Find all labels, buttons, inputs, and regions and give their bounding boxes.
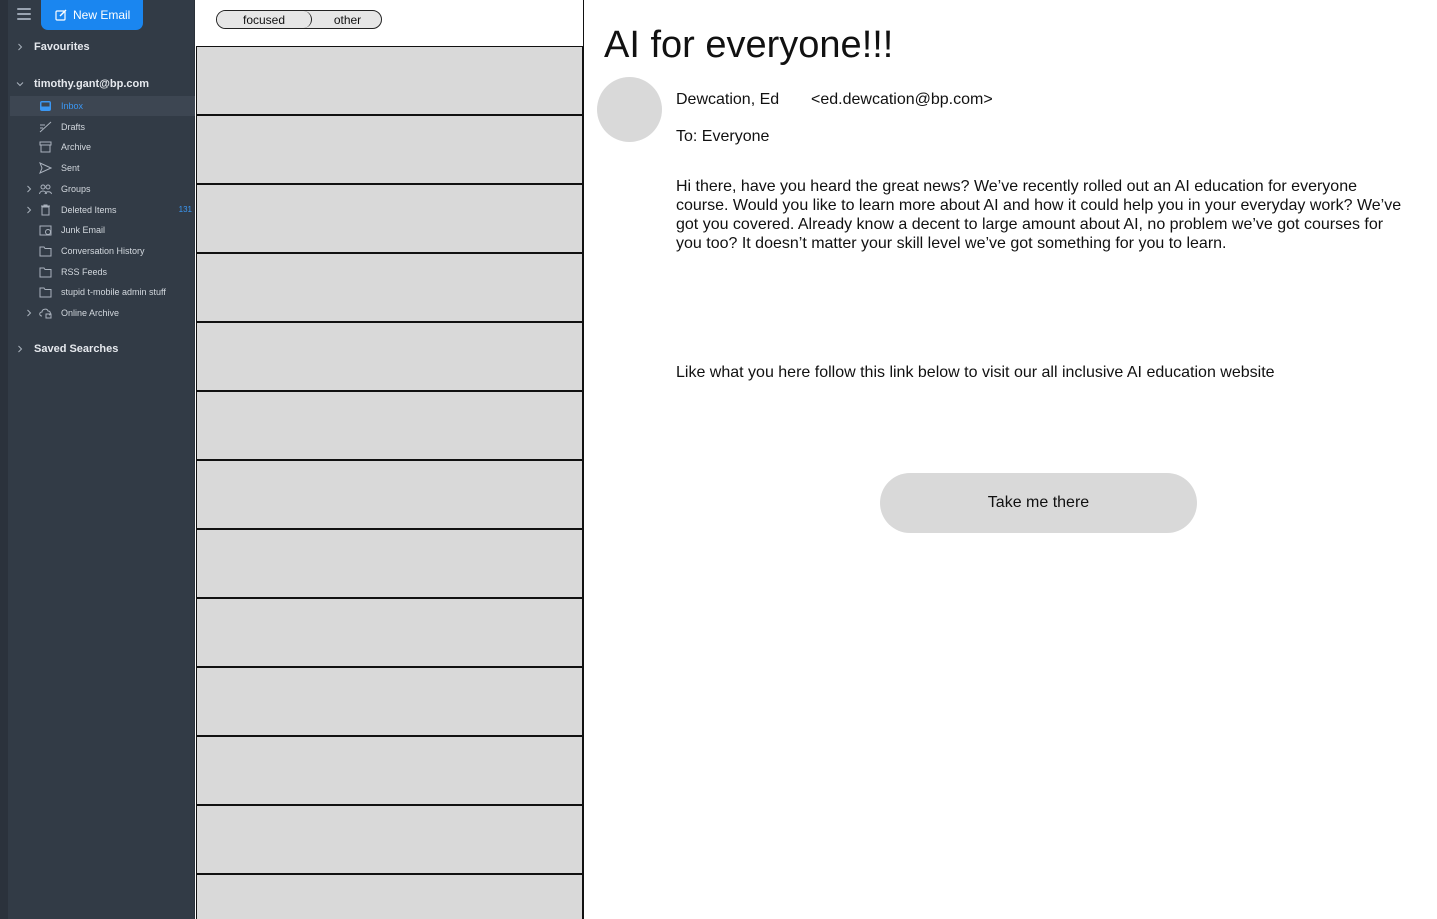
junk-icon	[39, 224, 52, 236]
message-list-item[interactable]	[196, 253, 583, 322]
folder-icon	[39, 266, 52, 278]
email-body: Hi there, have you heard the great news? We’ve recently rolled out an AI education for everyone course. Would you like to learn more about AI and how it could help you in your everyday work? We’ve got you covered. Already know a decent to large amount about AI, no problem we’ve got courses for you too? It doesn’t matter your skill level we’ve got something for you to learn.	[676, 178, 1402, 252]
message-list-item[interactable]	[196, 667, 583, 736]
sidebar-edge	[0, 0, 8, 919]
recipient-line: To: Everyone	[676, 128, 770, 145]
groups-icon	[39, 183, 52, 195]
message-list-item[interactable]	[196, 322, 583, 391]
new-email-label: New Email	[73, 8, 131, 22]
sidebar-folder-deleted-items[interactable]	[10, 200, 195, 220]
folder-label: stupid t-mobile admin stuff	[61, 287, 166, 298]
folder-icon	[39, 286, 52, 298]
archive-icon	[39, 141, 52, 153]
chevron-right-icon	[16, 43, 24, 51]
trash-icon	[39, 204, 52, 216]
inbox-icon	[39, 100, 52, 112]
chevron-right-icon	[16, 345, 24, 353]
folder-label: Deleted Items	[61, 204, 117, 215]
message-list-item[interactable]	[196, 874, 583, 919]
message-list-item[interactable]	[196, 460, 583, 529]
compose-icon	[55, 9, 67, 21]
sender-name: Dewcation, Ed	[676, 91, 780, 108]
folder-icon	[39, 245, 52, 257]
chevron-right-icon[interactable]	[25, 206, 33, 214]
sidebar	[0, 0, 195, 919]
message-rows	[196, 46, 583, 919]
message-list-item[interactable]	[196, 598, 583, 667]
message-list-item[interactable]	[196, 736, 583, 805]
account-section[interactable]	[16, 78, 149, 90]
email-subject: AI for everyone!!!	[604, 24, 894, 66]
favourites-section[interactable]	[16, 41, 90, 53]
sidebar-folder-sent[interactable]	[10, 158, 195, 178]
tab-focused[interactable]: focused	[217, 11, 312, 28]
message-list-item[interactable]	[196, 115, 583, 184]
folder-label: RSS Feeds	[61, 266, 108, 277]
message-list-item[interactable]	[196, 184, 583, 253]
folder-label: Drafts	[61, 121, 86, 132]
account-label: timothy.gant@bp.com	[34, 78, 150, 90]
take-me-there-button[interactable]: Take me there	[880, 473, 1197, 533]
drafts-icon	[39, 121, 52, 133]
cloud-archive-icon	[39, 307, 52, 319]
sidebar-folder-drafts[interactable]	[10, 117, 195, 137]
tab-other[interactable]: other	[333, 12, 362, 27]
sent-icon	[39, 162, 52, 174]
folder-label: Conversation History	[61, 245, 145, 256]
message-list-item[interactable]	[196, 46, 583, 115]
chevron-down-icon	[16, 80, 24, 88]
saved-searches-section[interactable]	[16, 343, 118, 355]
folder-label: Groups	[61, 183, 91, 194]
sidebar-folder-groups[interactable]	[10, 179, 195, 199]
sidebar-folder-archive[interactable]	[10, 137, 195, 157]
sidebar-folder-stupid-t-mobile-admin-stuff[interactable]	[10, 282, 195, 302]
sidebar-folder-conversation-history[interactable]	[10, 241, 195, 261]
message-list-item[interactable]	[196, 529, 583, 598]
folder-label: Online Archive	[61, 308, 120, 318]
saved-searches-label: Saved Searches	[34, 343, 119, 355]
unread-count-badge: 131	[178, 204, 192, 214]
chevron-right-icon[interactable]	[25, 309, 33, 317]
sender-avatar	[597, 77, 662, 142]
reading-pane	[584, 0, 1437, 919]
folder-label: Inbox	[61, 101, 84, 111]
focused-other-toggle	[216, 10, 382, 29]
sidebar-folder-inbox[interactable]	[10, 96, 195, 116]
chevron-right-icon[interactable]	[25, 185, 33, 193]
favourites-label: Favourites	[34, 41, 90, 53]
new-email-button[interactable]	[41, 0, 143, 30]
message-list	[196, 0, 584, 919]
sender-email: <ed.dewcation@bp.com>	[811, 91, 993, 108]
sidebar-folder-rss-feeds[interactable]	[10, 262, 195, 282]
email-cta-text: Like what you here follow this link below to visit our all inclusive AI education website	[676, 364, 1275, 381]
folder-label: Junk Email	[61, 225, 106, 236]
sidebar-folder-junk-email[interactable]	[10, 220, 195, 240]
message-list-item[interactable]	[196, 391, 583, 460]
folder-label: Archive	[61, 142, 92, 153]
message-list-item[interactable]	[196, 805, 583, 874]
folder-label: Sent	[61, 163, 80, 174]
sidebar-folder-online-archive[interactable]	[10, 303, 195, 323]
hamburger-menu-icon[interactable]	[17, 8, 31, 20]
